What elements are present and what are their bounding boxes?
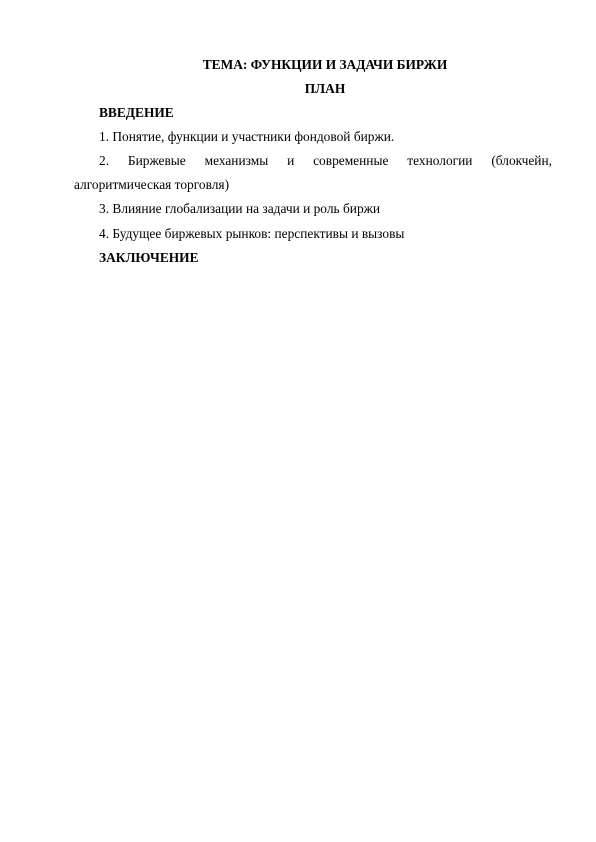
- plan-item-3: 3. Влияние глобализации на задачи и роль биржи: [99, 201, 381, 216]
- conclusion-heading: ЗАКЛЮЧЕНИЕ: [99, 250, 199, 265]
- plan-item-2: 2. Биржевые механизмы и современные технологии (блокчейн,: [99, 153, 552, 168]
- plan-item-4: 4. Будущее биржевых рынков: перспективы и вызовы: [99, 226, 405, 241]
- intro-heading: ВВЕДЕНИЕ: [99, 105, 174, 120]
- document-title: ТЕМА: ФУНКЦИИ И ЗАДАЧИ БИРЖИ: [202, 57, 448, 72]
- plan-heading: ПЛАН: [304, 81, 346, 96]
- plan-item-1: 1. Понятие, функции и участники фондовой биржи.: [99, 129, 395, 144]
- plan-item-2-continuation: алгоритмическая торговля): [74, 177, 230, 192]
